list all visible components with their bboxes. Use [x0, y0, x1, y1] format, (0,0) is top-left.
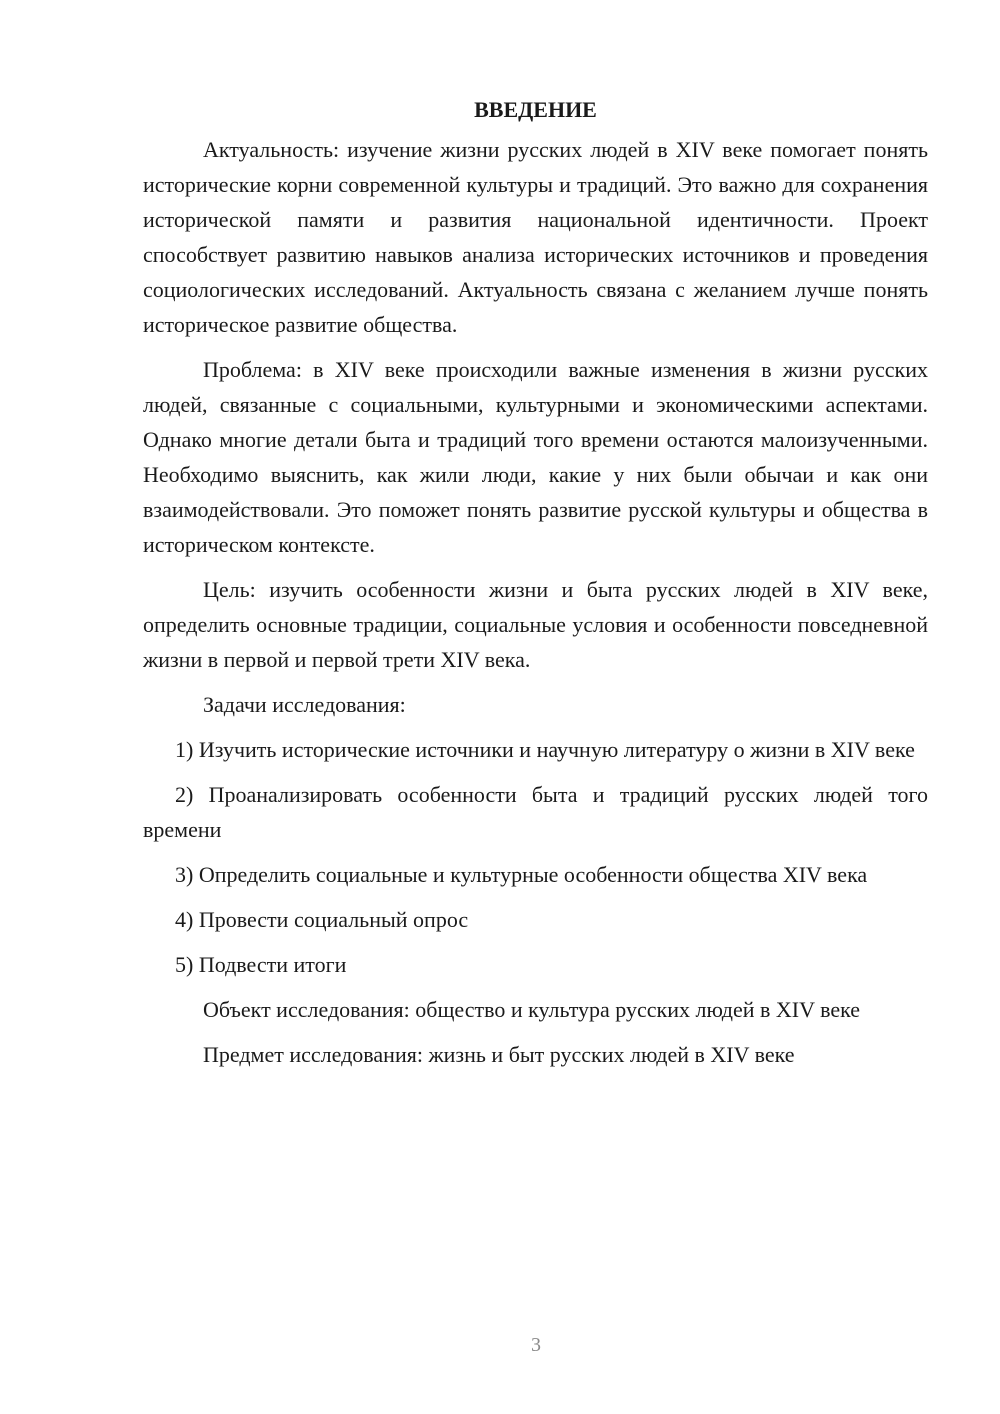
page-number: 3	[531, 1334, 541, 1356]
task-item: 2) Проанализировать особенности быта и традиций русских людей того времени	[143, 782, 928, 842]
task-item: 4) Провести социальный опрос	[175, 907, 469, 932]
research-subject-paragraph: Предмет исследования: жизнь и быт русских людей в XIV веке	[203, 1042, 795, 1067]
relevance-paragraph: Актуальность: изучение жизни русских людей в XIV веке помогает понять исторические корни современной культуры и традиций. Это важно для сохранения исторической памяти и развития национальной идентичности. Проект способствует развитию навыков анализа исторических источников и проведения социологических исследований. Актуальность связана с желанием лучше понять историческое развитие общества.	[143, 137, 928, 337]
research-object-paragraph: Объект исследования: общество и культура русских людей в XIV веке	[203, 997, 861, 1022]
task-item: 3) Определить социальные и культурные особенности общества XIV века	[175, 862, 868, 887]
section-title: ВВЕДЕНИЕ	[474, 97, 597, 122]
task-item: 1) Изучить исторические источники и научную литературу о жизни в XIV веке	[175, 737, 915, 762]
problem-paragraph: Проблема: в XIV веке происходили важные изменения в жизни русских людей, связанные с социальными, культурными и экономическими аспектами. Однако многие детали быта и традиций того времени остаются малоизученными. Необходимо выяснить, как жили люди, какие у них были обычаи и как они взаимодействовали. Это поможет понять развитие русской культуры и общества в историческом контексте.	[143, 357, 928, 557]
goal-paragraph: Цель: изучить особенности жизни и быта русских людей в XIV веке, определить основные традиции, социальные условия и особенности повседневной жизни в первой и первой трети XIV века.	[143, 577, 928, 672]
task-item: 5) Подвести итоги	[175, 952, 347, 977]
tasks-heading: Задачи исследования:	[203, 692, 406, 717]
page-content	[143, 96, 928, 1082]
